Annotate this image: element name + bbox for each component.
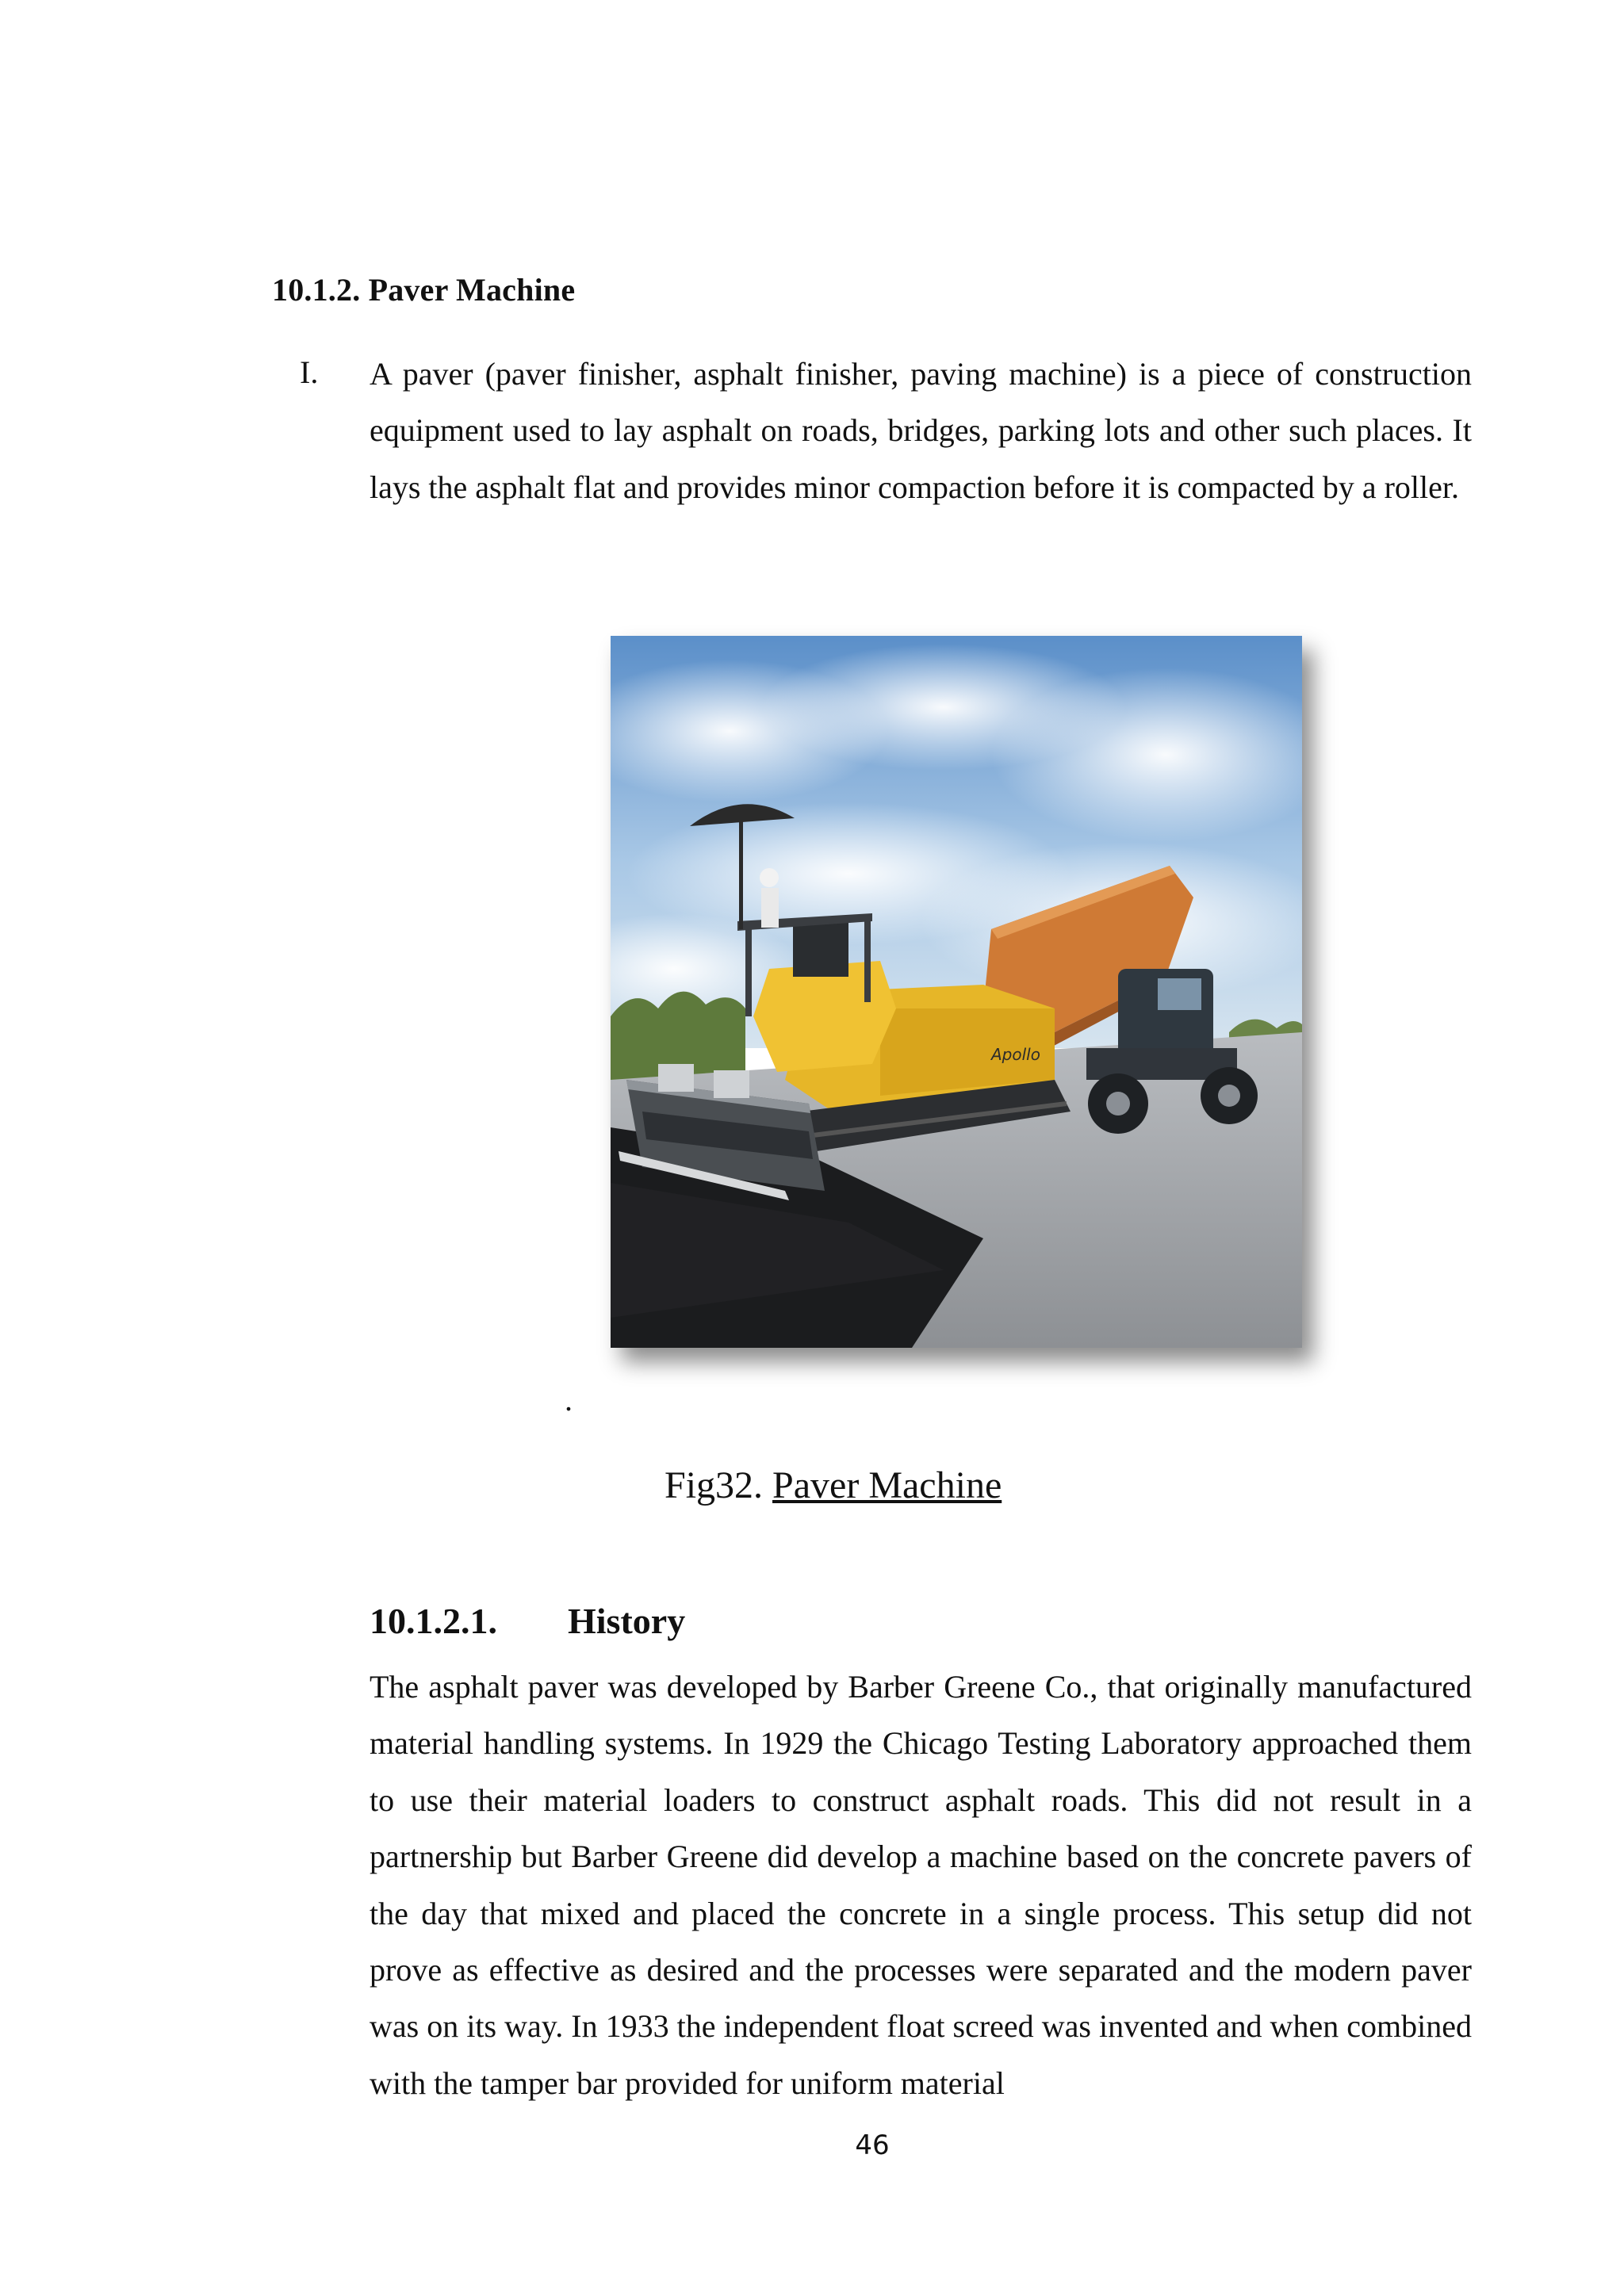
history-paragraph: The asphalt paver was developed by Barber Greene Co., that originally manufactured material handling systems. In 1929 the Chicago Testing Laboratory approached them to use their material loaders to construct asphalt roads. This did not result in a partnership but Barber Greene did develop a machine based on the concrete pavers of the day that mixed and placed the concrete in a single process. This setup did not prove as effective as desired and the processes were separated and the modern paver was on its way. In 1933 the independent float screed was invented and when combined with the tamper bar provided for uniform material	[370, 1669, 1472, 2101]
paver-machine-figure	[611, 636, 1302, 1348]
figure-caption	[665, 1464, 1002, 1507]
section-heading: 10.1.2. Paver Machine	[272, 272, 576, 308]
list-item-number: I.	[300, 354, 319, 390]
caption-prefix: Fig32.	[665, 1464, 773, 1506]
stray-period: .	[565, 1382, 573, 1418]
caption-title: Paver Machine	[772, 1464, 1002, 1506]
subsection-number: 10.1.2.1.	[370, 1601, 497, 1641]
page-number: 46	[855, 2130, 890, 2161]
subsection-heading	[370, 1600, 685, 1642]
subsection-title: History	[568, 1601, 686, 1641]
list-item-paragraph: A paver (paver finisher, asphalt finisher, paving machine) is a piece of construction equipment used to lay asphalt on roads, bridges, parking lots and other such places. It lays the asphalt flat and provides minor compaction before it is compacted by a roller.	[370, 356, 1472, 505]
machine-logo: Apollo	[991, 1045, 1040, 1064]
